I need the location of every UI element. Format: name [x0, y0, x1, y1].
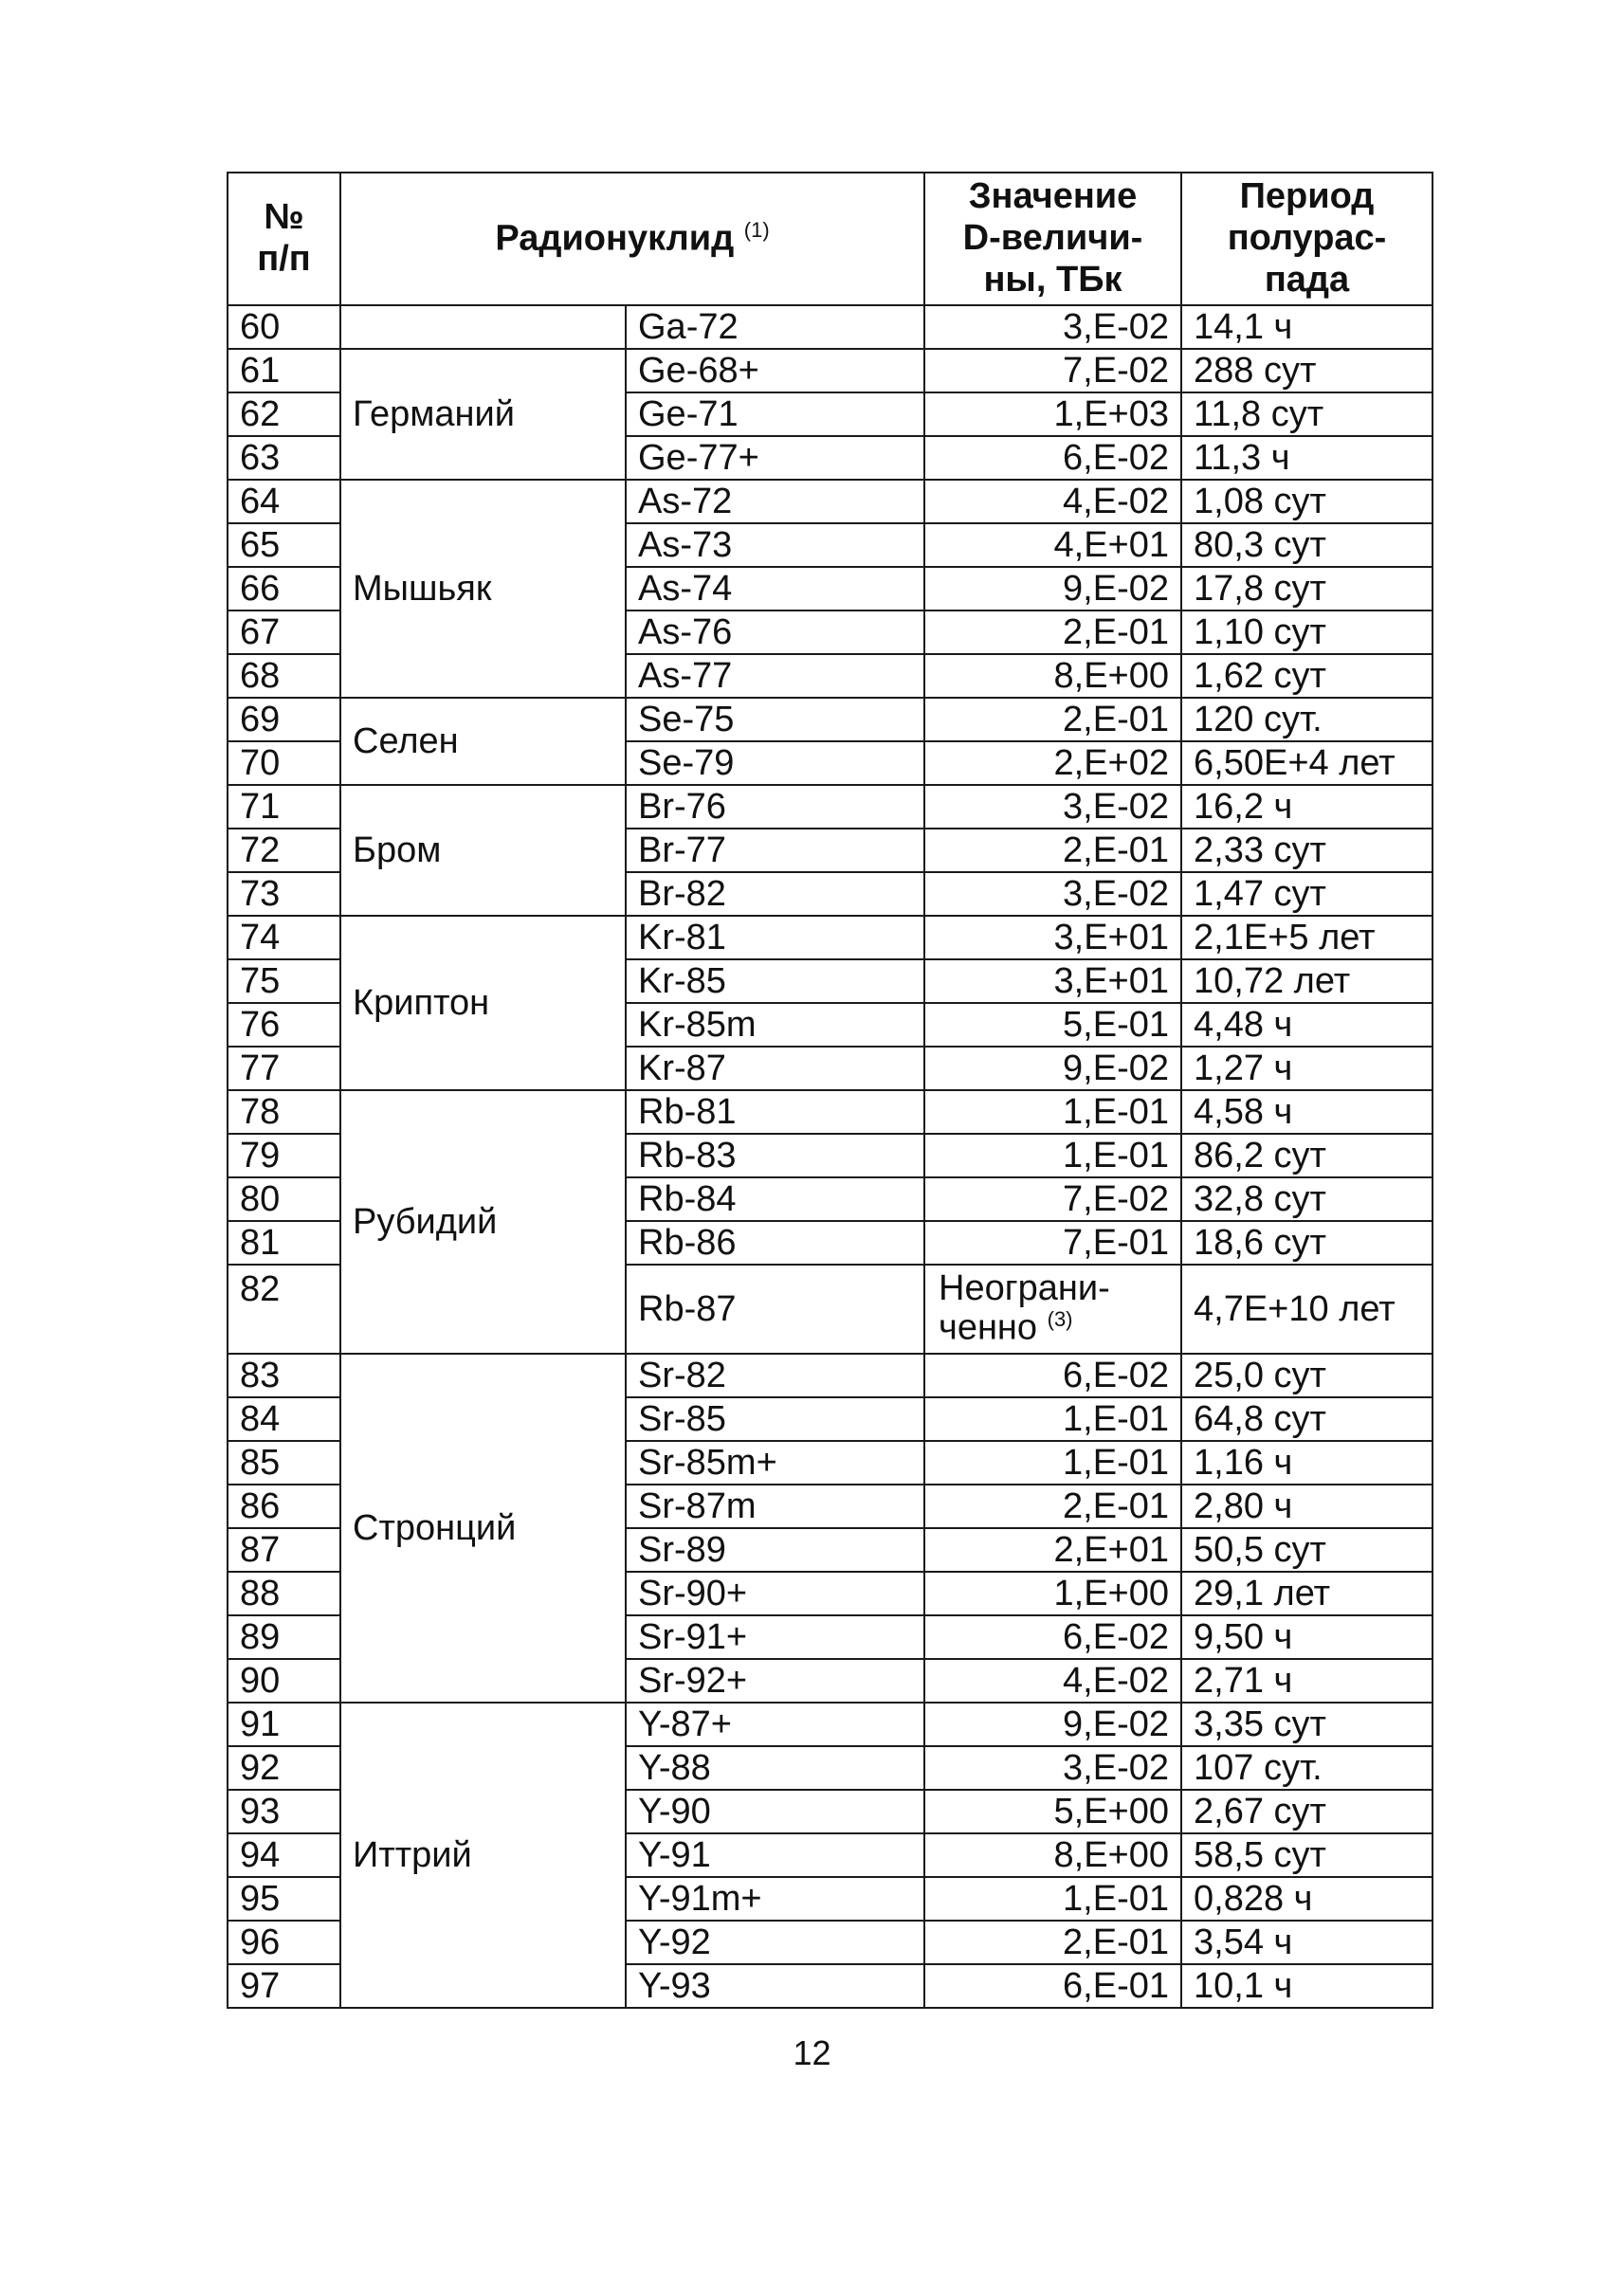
- isotope-cell: Sr-91+: [626, 1615, 924, 1659]
- isotope-cell: Kr-85: [626, 959, 924, 1003]
- d-value-cell: 2,E-01: [924, 1485, 1181, 1528]
- table-row: [228, 1090, 1432, 1134]
- isotope-cell: Br-76: [626, 785, 924, 829]
- d-value-cell: 1,E-01: [924, 1441, 1181, 1485]
- row-number-cell: 66: [228, 567, 340, 610]
- row-number-cell: 85: [228, 1441, 340, 1485]
- row-number-cell: 95: [228, 1877, 340, 1921]
- isotope-cell: Ge-77+: [626, 436, 924, 480]
- table-header-row: [228, 173, 1432, 305]
- table-row: [228, 916, 1432, 959]
- half-life-cell: 10,1 ч: [1181, 1964, 1432, 2008]
- header-d-value-line1: Значение: [968, 176, 1138, 217]
- d-value-cell: 6,E-01: [924, 1964, 1181, 2008]
- half-life-cell: 11,8 сут: [1181, 392, 1432, 436]
- isotope-cell: Ge-71: [626, 392, 924, 436]
- row-number-cell: 72: [228, 829, 340, 872]
- row-number-cell: 96: [228, 1921, 340, 1964]
- half-life-cell: 16,2 ч: [1181, 785, 1432, 829]
- d-value-cell: 4,E-02: [924, 480, 1181, 523]
- half-life-cell: 29,1 лет: [1181, 1572, 1432, 1615]
- isotope-cell: Rb-87: [626, 1265, 924, 1354]
- isotope-cell: Rb-86: [626, 1221, 924, 1265]
- table-row: [228, 305, 1432, 349]
- row-number-cell: 90: [228, 1659, 340, 1703]
- d-value-cell: 2,E-01: [924, 610, 1181, 654]
- isotope-cell: Y-91: [626, 1833, 924, 1877]
- half-life-cell: 1,47 сут: [1181, 872, 1432, 916]
- element-name-cell: Криптон: [340, 916, 626, 1090]
- element-name-cell: Стронций: [340, 1354, 626, 1703]
- header-d-value-line2: D-величи-: [962, 218, 1143, 259]
- header-radionuclide-footnote: (1): [743, 217, 770, 242]
- d-value-cell: 2,E+02: [924, 741, 1181, 785]
- half-life-cell: 9,50 ч: [1181, 1615, 1432, 1659]
- d-value-cell: 1,E-01: [924, 1877, 1181, 1921]
- element-name-cell: Селен: [340, 698, 626, 785]
- header-half-life-line2: полурас-: [1227, 218, 1387, 259]
- d-value-cell: 7,E-02: [924, 1177, 1181, 1221]
- half-life-cell: 6,50E+4 лет: [1181, 741, 1432, 785]
- d-value-cell: 2,E-01: [924, 1921, 1181, 1964]
- d-value-cell: 7,E-02: [924, 349, 1181, 392]
- half-life-cell: 0,828 ч: [1181, 1877, 1432, 1921]
- header-radionuclide-label: Радионуклид: [495, 218, 735, 259]
- row-number-cell: 73: [228, 872, 340, 916]
- header-d-value: [924, 173, 1181, 305]
- row-number-cell: 77: [228, 1047, 340, 1090]
- row-number-cell: 79: [228, 1134, 340, 1177]
- d-value-cell: 3,E-02: [924, 305, 1181, 349]
- isotope-cell: Rb-83: [626, 1134, 924, 1177]
- d-value-cell: 1,E+03: [924, 392, 1181, 436]
- half-life-cell: 2,80 ч: [1181, 1485, 1432, 1528]
- d-value-cell: 3,E+01: [924, 916, 1181, 959]
- d-value-cell: 8,E+00: [924, 654, 1181, 698]
- row-number-cell: 82: [228, 1265, 340, 1354]
- half-life-cell: 86,2 сут: [1181, 1134, 1432, 1177]
- isotope-cell: Sr-85: [626, 1397, 924, 1441]
- isotope-cell: Y-87+: [626, 1703, 924, 1746]
- header-half-life-line1: Период: [1239, 176, 1375, 217]
- half-life-cell: 3,35 сут: [1181, 1703, 1432, 1746]
- d-value-cell: 5,E-01: [924, 1003, 1181, 1047]
- table-row: [228, 785, 1432, 829]
- isotope-cell: Sr-85m+: [626, 1441, 924, 1485]
- half-life-cell: 2,67 сут: [1181, 1790, 1432, 1833]
- d-value-cell: 6,E-02: [924, 436, 1181, 480]
- isotope-cell: Y-91m+: [626, 1877, 924, 1921]
- d-value-cell: 2,E+01: [924, 1528, 1181, 1572]
- row-number-cell: 81: [228, 1221, 340, 1265]
- half-life-cell: 4,7E+10 лет: [1181, 1265, 1432, 1354]
- isotope-cell: Sr-90+: [626, 1572, 924, 1615]
- d-value-cell: 2,E-01: [924, 698, 1181, 741]
- half-life-cell: 50,5 сут: [1181, 1528, 1432, 1572]
- header-row-number-label: № п/п: [257, 197, 311, 279]
- row-number-cell: 62: [228, 392, 340, 436]
- isotope-cell: Se-79: [626, 741, 924, 785]
- isotope-cell: Kr-87: [626, 1047, 924, 1090]
- half-life-cell: 58,5 сут: [1181, 1833, 1432, 1877]
- row-number-cell: 68: [228, 654, 340, 698]
- half-life-cell: 1,27 ч: [1181, 1047, 1432, 1090]
- element-name-cell: Рубидий: [340, 1090, 626, 1354]
- row-number-cell: 80: [228, 1177, 340, 1221]
- row-number-cell: 75: [228, 959, 340, 1003]
- half-life-cell: 1,16 ч: [1181, 1441, 1432, 1485]
- d-value-cell: 9,E-02: [924, 567, 1181, 610]
- half-life-cell: 17,8 сут: [1181, 567, 1432, 610]
- isotope-cell: As-73: [626, 523, 924, 567]
- d-value-cell: [924, 1265, 1181, 1354]
- isotope-cell: Y-92: [626, 1921, 924, 1964]
- row-number-cell: 97: [228, 1964, 340, 2008]
- table-body: [228, 305, 1432, 2008]
- d-value-cell: 3,E-02: [924, 872, 1181, 916]
- isotope-cell: As-76: [626, 610, 924, 654]
- d-value-cell: 1,E+00: [924, 1572, 1181, 1615]
- row-number-cell: 91: [228, 1703, 340, 1746]
- isotope-cell: Ge-68+: [626, 349, 924, 392]
- table-row: [228, 698, 1432, 741]
- d-value-cell: 9,E-02: [924, 1047, 1181, 1090]
- isotope-cell: Kr-85m: [626, 1003, 924, 1047]
- isotope-cell: Sr-89: [626, 1528, 924, 1572]
- half-life-cell: 3,54 ч: [1181, 1921, 1432, 1964]
- isotope-cell: Br-82: [626, 872, 924, 916]
- d-value-cell: 5,E+00: [924, 1790, 1181, 1833]
- row-number-cell: 64: [228, 480, 340, 523]
- half-life-cell: 4,58 ч: [1181, 1090, 1432, 1134]
- header-half-life-line3: пада: [1264, 259, 1350, 300]
- d-value-cell: 7,E-01: [924, 1221, 1181, 1265]
- isotope-cell: Rb-84: [626, 1177, 924, 1221]
- isotope-cell: Sr-82: [626, 1354, 924, 1397]
- d-value-cell: 1,E-01: [924, 1397, 1181, 1441]
- half-life-cell: 25,0 сут: [1181, 1354, 1432, 1397]
- half-life-cell: 2,33 сут: [1181, 829, 1432, 872]
- half-life-cell: 1,08 сут: [1181, 480, 1432, 523]
- half-life-cell: 2,71 ч: [1181, 1659, 1432, 1703]
- isotope-cell: Br-77: [626, 829, 924, 872]
- d-value-cell: 6,E-02: [924, 1615, 1181, 1659]
- isotope-cell: Ga-72: [626, 305, 924, 349]
- row-number-cell: 93: [228, 1790, 340, 1833]
- element-name-cell: [340, 305, 626, 349]
- header-half-life: [1181, 173, 1432, 305]
- isotope-cell: As-77: [626, 654, 924, 698]
- element-name-cell: Бром: [340, 785, 626, 916]
- half-life-cell: 4,48 ч: [1181, 1003, 1432, 1047]
- radionuclide-table: [227, 172, 1433, 2009]
- isotope-cell: Y-93: [626, 1964, 924, 2008]
- d-value-cell: 1,E-01: [924, 1134, 1181, 1177]
- row-number-cell: 88: [228, 1572, 340, 1615]
- row-number-cell: 86: [228, 1485, 340, 1528]
- row-number-cell: 89: [228, 1615, 340, 1659]
- row-number-cell: 92: [228, 1746, 340, 1790]
- half-life-cell: 64,8 сут: [1181, 1397, 1432, 1441]
- element-name-cell: Германий: [340, 349, 626, 480]
- half-life-cell: 10,72 лет: [1181, 959, 1432, 1003]
- row-number-cell: 78: [228, 1090, 340, 1134]
- row-number-cell: 83: [228, 1354, 340, 1397]
- element-name-cell: Мышьяк: [340, 480, 626, 698]
- table-row: [228, 1354, 1432, 1397]
- row-number-cell: 65: [228, 523, 340, 567]
- isotope-cell: Kr-81: [626, 916, 924, 959]
- d-value-footnote: (3): [1047, 1307, 1073, 1332]
- half-life-cell: 2,1E+5 лет: [1181, 916, 1432, 959]
- d-value-cell: 2,E-01: [924, 829, 1181, 872]
- half-life-cell: 120 сут.: [1181, 698, 1432, 741]
- d-value-text: Неограни- ченно: [939, 1268, 1110, 1348]
- row-number-cell: 70: [228, 741, 340, 785]
- row-number-cell: 76: [228, 1003, 340, 1047]
- row-number-cell: 84: [228, 1397, 340, 1441]
- half-life-cell: 80,3 сут: [1181, 523, 1432, 567]
- half-life-cell: 32,8 сут: [1181, 1177, 1432, 1221]
- row-number-cell: 61: [228, 349, 340, 392]
- header-radionuclide: [340, 173, 924, 305]
- isotope-cell: Sr-87m: [626, 1485, 924, 1528]
- row-number-cell: 60: [228, 305, 340, 349]
- isotope-cell: As-72: [626, 480, 924, 523]
- d-value-cell: 8,E+00: [924, 1833, 1181, 1877]
- half-life-cell: 1,62 сут: [1181, 654, 1432, 698]
- header-d-value-line3: ны, ТБк: [983, 259, 1122, 300]
- row-number-cell: 74: [228, 916, 340, 959]
- half-life-cell: 14,1 ч: [1181, 305, 1432, 349]
- isotope-cell: Rb-81: [626, 1090, 924, 1134]
- isotope-cell: Y-88: [626, 1746, 924, 1790]
- d-value-cell: 3,E-02: [924, 1746, 1181, 1790]
- d-value-cell: 6,E-02: [924, 1354, 1181, 1397]
- isotope-cell: Y-90: [626, 1790, 924, 1833]
- isotope-cell: Sr-92+: [626, 1659, 924, 1703]
- isotope-cell: Se-75: [626, 698, 924, 741]
- row-number-cell: 94: [228, 1833, 340, 1877]
- half-life-cell: 107 сут.: [1181, 1746, 1432, 1790]
- d-value-cell: 1,E-01: [924, 1090, 1181, 1134]
- row-number-cell: 87: [228, 1528, 340, 1572]
- d-value-cell: 3,E+01: [924, 959, 1181, 1003]
- header-row-number: [228, 173, 340, 305]
- half-life-cell: 1,10 сут: [1181, 610, 1432, 654]
- d-value-cell: 4,E+01: [924, 523, 1181, 567]
- table-row: [228, 349, 1432, 392]
- row-number-cell: 71: [228, 785, 340, 829]
- d-value-cell: 3,E-02: [924, 785, 1181, 829]
- half-life-cell: 11,3 ч: [1181, 436, 1432, 480]
- isotope-cell: As-74: [626, 567, 924, 610]
- table-row: [228, 1703, 1432, 1746]
- d-value-cell: 4,E-02: [924, 1659, 1181, 1703]
- row-number-cell: 63: [228, 436, 340, 480]
- row-number-cell: 69: [228, 698, 340, 741]
- half-life-cell: 18,6 сут: [1181, 1221, 1432, 1265]
- element-name-cell: Иттрий: [340, 1703, 626, 2008]
- d-value-cell: 9,E-02: [924, 1703, 1181, 1746]
- row-number-cell: 67: [228, 610, 340, 654]
- half-life-cell: 288 сут: [1181, 349, 1432, 392]
- table-row: [228, 480, 1432, 523]
- page-number: 12: [793, 2033, 831, 2072]
